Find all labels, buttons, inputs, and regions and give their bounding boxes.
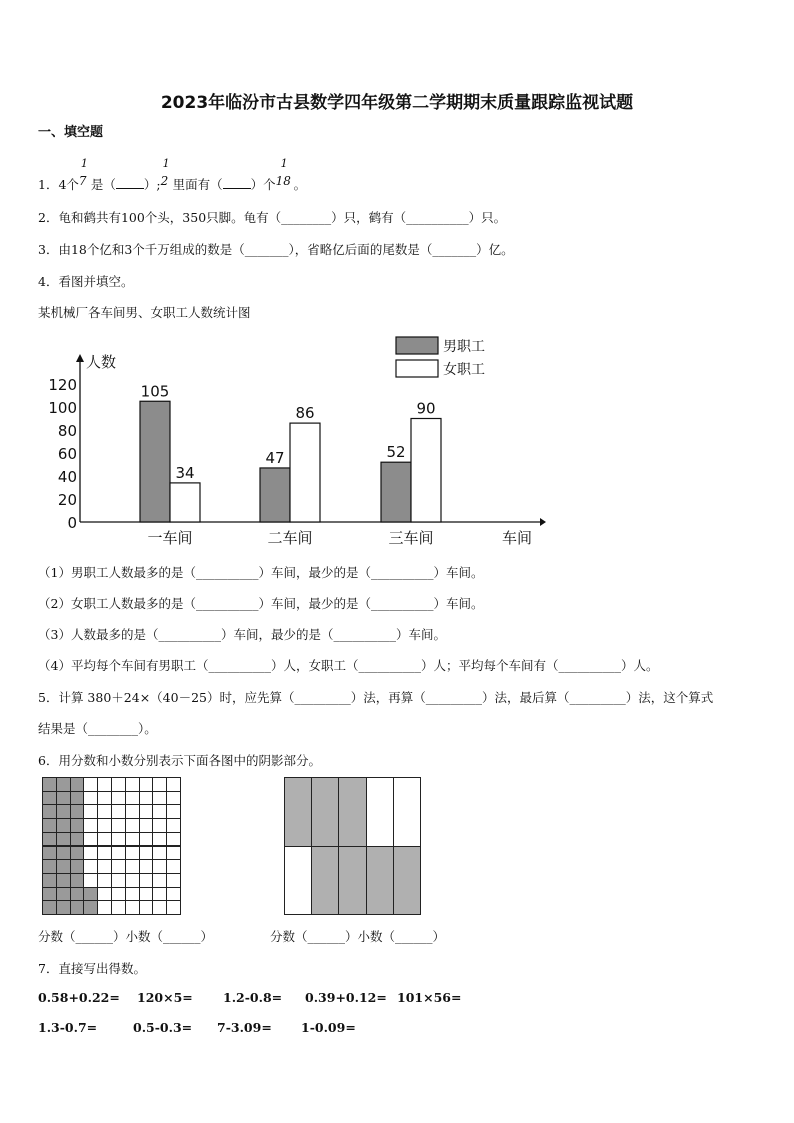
grid-cell-shaded: [70, 777, 85, 792]
grid-cell-shaded: [42, 846, 57, 861]
grid-cell: [125, 777, 140, 792]
grid-cell: [111, 791, 126, 806]
grid-cell-shaded: [42, 832, 57, 847]
grid-cell: [125, 873, 140, 888]
data-label: 105: [140, 382, 170, 401]
grid-cell-shaded: [70, 887, 85, 902]
grid-cell: [166, 846, 181, 861]
grid-cell: [111, 887, 126, 902]
question-4: 4．看图并填空。: [38, 274, 134, 289]
grid-cell: [152, 832, 167, 847]
grid-cell: [97, 832, 112, 847]
grid-cell: [125, 846, 140, 861]
data-label: 34: [175, 463, 195, 482]
grid-cell: [139, 832, 154, 847]
q1-text-d: 里面有（: [172, 177, 223, 192]
legend-swatch: [396, 337, 438, 354]
y-tick-label: 120: [48, 376, 77, 394]
calc-item: 1.2-0.8=: [223, 990, 283, 1005]
y-tick-label: 20: [57, 491, 77, 509]
grid-cell: [393, 777, 421, 847]
grid-cell: [152, 791, 167, 806]
bar-男职工: [381, 462, 411, 522]
grid-cell-shaded: [284, 777, 312, 847]
legend-swatch: [396, 360, 438, 377]
legend-label: 男职工: [443, 339, 485, 355]
q1-number: 1．: [38, 177, 59, 192]
grid-cell: [139, 887, 154, 902]
grid-cell: [111, 832, 126, 847]
question-2: 2．龟和鹤共有100个头，350只脚。龟有（________）只，鹤有（__________）只。: [38, 210, 507, 225]
fraction-numerator: 1: [162, 157, 170, 170]
hundred-grid-figure: [42, 777, 180, 914]
question-7: 7．直接写出得数。: [38, 961, 146, 976]
fraction-denominator: 18: [275, 174, 291, 188]
grid-cell-shaded: [70, 900, 85, 915]
q4-item-3: （3）人数最多的是（__________）车间，最少的是（__________）车间。: [38, 627, 446, 642]
section-heading: 一、填空题: [38, 125, 104, 140]
fraction-numerator: 1: [280, 157, 288, 170]
fraction-denominator: 7: [78, 174, 87, 188]
grid-cell-shaded: [42, 777, 57, 792]
fraction-numerator: 1: [80, 157, 88, 170]
chart-caption: 某机械厂各车间男、女职工人数统计图: [38, 305, 251, 320]
grid-cell: [97, 804, 112, 819]
grid-cell: [139, 791, 154, 806]
data-label: 90: [416, 399, 436, 418]
grid-cell: [125, 859, 140, 874]
grid-cell: [83, 791, 98, 806]
ten-cell-figure: [284, 777, 420, 914]
grid-cell: [152, 804, 167, 819]
grid-cell-shaded: [70, 859, 85, 874]
grid-cell: [152, 846, 167, 861]
legend-label: 女职工: [443, 362, 485, 378]
grid-cell-shaded: [311, 846, 339, 916]
grid-cell-shaded: [70, 832, 85, 847]
fraction-denominator: 2: [160, 174, 169, 188]
grid-cell: [111, 846, 126, 861]
grid-cell: [152, 900, 167, 915]
y-tick-label: 100: [48, 399, 77, 417]
fraction-1-18: [275, 157, 294, 192]
grid-cell-shaded: [56, 887, 71, 902]
data-label: 86: [295, 404, 315, 423]
y-tick-label: 0: [67, 514, 77, 532]
calc-item: 1.3-0.7=: [38, 1020, 98, 1035]
grid-cell-shaded: [393, 846, 421, 916]
grid-cell: [139, 846, 154, 861]
figure-1-answer: 分数（______）小数（______）: [38, 929, 214, 944]
grid-cell-shaded: [56, 859, 71, 874]
grid-cell: [166, 859, 181, 874]
grid-cell: [139, 804, 154, 819]
calc-item: 0.5-0.3=: [133, 1020, 193, 1035]
grid-cell: [152, 859, 167, 874]
y-tick-label: 40: [57, 468, 77, 486]
grid-cell: [125, 832, 140, 847]
grid-cell-shaded: [42, 804, 57, 819]
grid-cell: [139, 777, 154, 792]
grid-cell: [111, 873, 126, 888]
q1-text-a: 4个: [58, 177, 79, 192]
grid-cell-shaded: [42, 900, 57, 915]
grid-cell: [111, 804, 126, 819]
q4-item-4: （4）平均每个车间有男职工（__________）人，女职工（__________）人；平均每个车间有（__________）人。: [38, 658, 659, 673]
grid-cell: [166, 887, 181, 902]
grid-cell-shaded: [56, 791, 71, 806]
grid-cell: [111, 818, 126, 833]
x-axis-label: 车间: [502, 529, 533, 547]
grid-cell-shaded: [42, 791, 57, 806]
grid-cell-shaded: [56, 832, 71, 847]
grid-cell: [166, 777, 181, 792]
grid-cell: [125, 804, 140, 819]
figure-2-answer: 分数（______）小数（______）: [270, 929, 446, 944]
grid-cell-shaded: [42, 818, 57, 833]
calc-item: 101×56=: [397, 990, 462, 1005]
grid-cell: [166, 804, 181, 819]
grid-cell: [139, 873, 154, 888]
fraction-1-7: [78, 157, 91, 192]
grid-cell: [83, 832, 98, 847]
grid-cell-shaded: [56, 818, 71, 833]
grid-cell-shaded: [56, 777, 71, 792]
grid-cell: [97, 873, 112, 888]
grid-cell: [111, 777, 126, 792]
bar-chart: [0, 325, 794, 555]
grid-cell-shaded: [70, 818, 85, 833]
grid-cell: [97, 846, 112, 861]
grid-cell: [284, 846, 312, 916]
answer-blank[interactable]: [116, 188, 144, 189]
question-6: 6．用分数和小数分别表示下面各图中的阴影部分。: [38, 753, 321, 768]
question-5-cont: 结果是（________）。: [38, 721, 157, 736]
data-label: 52: [386, 443, 406, 462]
grid-cell: [166, 791, 181, 806]
x-tick-label: 三车间: [388, 529, 434, 547]
grid-cell: [152, 873, 167, 888]
y-axis-label: 人数: [86, 353, 117, 371]
grid-cell: [139, 859, 154, 874]
grid-cell: [83, 873, 98, 888]
bar-男职工: [140, 401, 170, 522]
grid-cell: [125, 900, 140, 915]
grid-cell: [83, 804, 98, 819]
question-5: 5．计算 380＋24×（40－25）时，应先算（_________）法，再算（_________）法，最后算（_________）法，这个算式: [38, 690, 714, 705]
bar-女职工: [170, 483, 200, 522]
grid-cell: [152, 818, 167, 833]
question-1: [38, 157, 307, 193]
grid-cell: [152, 887, 167, 902]
grid-cell-shaded: [42, 873, 57, 888]
x-axis-arrow: [540, 518, 546, 526]
grid-cell: [97, 900, 112, 915]
grid-cell: [97, 859, 112, 874]
question-3: 3．由18个亿和3个千万组成的数是（_______），省略亿后面的尾数是（_______）亿。: [38, 242, 514, 257]
grid-cell: [166, 873, 181, 888]
grid-cell: [125, 791, 140, 806]
x-tick-label: 二车间: [267, 529, 313, 547]
grid-cell-shaded: [70, 846, 85, 861]
calc-item: 120×5=: [137, 990, 193, 1005]
y-tick-label: 60: [57, 445, 77, 463]
q1-text-c: ）;: [143, 177, 161, 192]
bar-女职工: [411, 419, 441, 523]
fraction-1-2: [160, 157, 173, 192]
grid-cell: [97, 818, 112, 833]
grid-cell-shaded: [56, 900, 71, 915]
grid-cell: [111, 859, 126, 874]
grid-cell-shaded: [338, 777, 366, 847]
x-tick-label: 一车间: [147, 529, 193, 547]
grid-cell: [166, 818, 181, 833]
grid-cell: [83, 818, 98, 833]
grid-cell: [152, 777, 167, 792]
calc-item: 0.58+0.22=: [38, 990, 120, 1005]
calc-item: 0.39+0.12=: [305, 990, 387, 1005]
grid-cell: [97, 887, 112, 902]
grid-cell-shaded: [338, 846, 366, 916]
page-title: 2023年临汾市古县数学四年级第二学期期末质量跟踪监视试题: [160, 93, 634, 113]
q1-text-f: 。: [293, 177, 307, 192]
grid-cell-shaded: [83, 900, 98, 915]
grid-cell-shaded: [42, 887, 57, 902]
grid-cell-shaded: [42, 859, 57, 874]
grid-cell: [125, 887, 140, 902]
y-axis-arrow: [76, 354, 84, 362]
data-label: 47: [265, 448, 285, 467]
y-tick-label: 80: [57, 422, 77, 440]
grid-cell: [83, 846, 98, 861]
answer-blank[interactable]: [223, 188, 251, 189]
q4-item-1: （1）男职工人数最多的是（__________）车间，最少的是（__________）车间。: [38, 565, 484, 580]
calc-item: 7-3.09=: [217, 1020, 272, 1035]
grid-cell: [83, 777, 98, 792]
q1-text-b: 是（: [90, 177, 116, 192]
grid-cell-shaded: [83, 887, 98, 902]
q1-text-e: ）个: [250, 177, 276, 192]
grid-cell-shaded: [70, 804, 85, 819]
grid-cell: [97, 791, 112, 806]
grid-cell: [97, 777, 112, 792]
grid-cell-shaded: [366, 846, 394, 916]
bar-女职工: [290, 423, 320, 522]
grid-cell-shaded: [311, 777, 339, 847]
grid-cell: [166, 832, 181, 847]
bar-男职工: [260, 468, 290, 522]
grid-cell: [125, 818, 140, 833]
grid-cell: [83, 859, 98, 874]
q4-item-2: （2）女职工人数最多的是（__________）车间，最少的是（__________）车间。: [38, 596, 484, 611]
grid-cell-shaded: [56, 846, 71, 861]
grid-cell: [166, 900, 181, 915]
grid-cell: [139, 900, 154, 915]
grid-cell: [366, 777, 394, 847]
grid-cell-shaded: [70, 791, 85, 806]
grid-cell-shaded: [70, 873, 85, 888]
calc-item: 1-0.09=: [301, 1020, 356, 1035]
grid-cell-shaded: [56, 804, 71, 819]
grid-cell: [111, 900, 126, 915]
grid-cell: [139, 818, 154, 833]
grid-cell-shaded: [56, 873, 71, 888]
